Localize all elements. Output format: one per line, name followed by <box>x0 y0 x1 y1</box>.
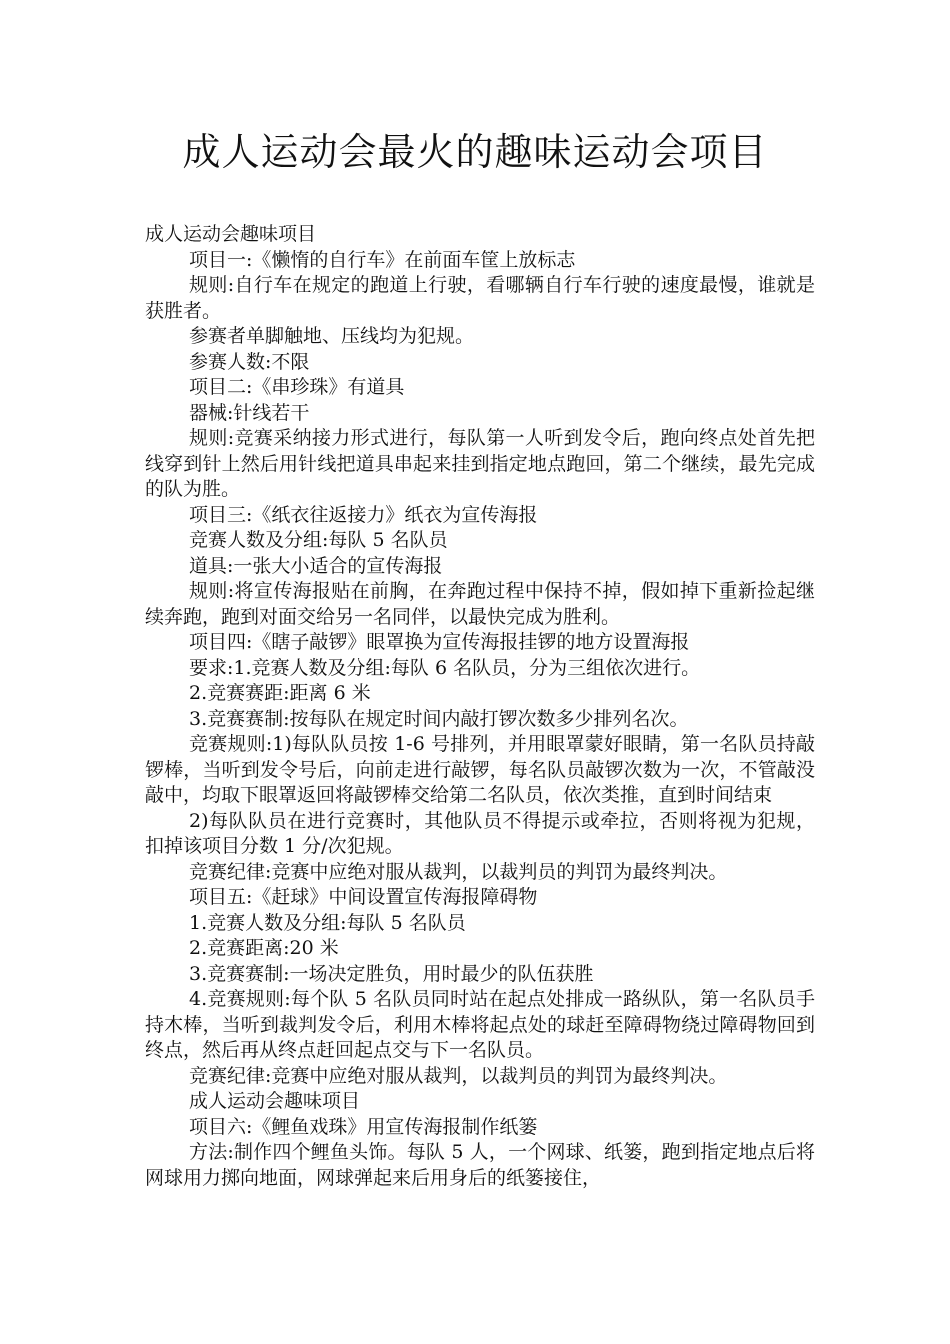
paragraph: 规则:将宣传海报贴在前胸，在奔跑过程中保持不掉，假如掉下重新捡起继续奔跑，跑到对面交给另一名同伴，以最快完成为胜利。 <box>145 580 815 628</box>
paragraph: 竞赛人数及分组:每队 5 名队员 <box>189 529 448 551</box>
page-title: 成人运动会最火的趣味运动会项目 <box>182 130 768 174</box>
paragraph: 项目六:《鲤鱼戏珠》用宣传海报制作纸篓 <box>189 1115 538 1138</box>
paragraph: 要求:1.竞赛人数及分组:每队 6 名队员，分为三组依次进行。 <box>189 656 701 679</box>
paragraph: 4.竞赛规则:每个队 5 名队员同时站在起点处排成一路纵队，第一名队员手持木棒，当听到裁判发令后，利用木棒将起点处的球赶至障碍物绕过障碍物回到终点，然后再从终点赶回起点交与下一名队员。 <box>145 988 815 1061</box>
paragraph: 器械:针线若干 <box>189 401 310 424</box>
paragraph: 项目四:《瞎子敲锣》眼罩换为宣传海报挂锣的地方设置海报 <box>189 631 690 653</box>
paragraph: 3.竞赛赛制:按每队在规定时间内敲打锣次数多少排列名次。 <box>189 707 689 730</box>
paragraph: 成人运动会趣味项目 <box>189 1090 361 1112</box>
paragraph: 项目二:《串珍珠》有道具 <box>189 376 405 398</box>
paragraph: 1.竞赛人数及分组:每队 5 名队员 <box>189 911 466 934</box>
paragraph: 方法:制作四个鲤鱼头饰。每队 5 人，一个网球、纸篓，跑到指定地点后将网球用力掷向地面，网球弹起来后用身后的纸篓接住， <box>145 1141 815 1189</box>
paragraph: 规则:竞赛采纳接力形式进行，每队第一人听到发令后，跑向终点处首先把线穿到针上然后用针线把道具串起来挂到指定地点跑回，第二个继续，最先完成的队为胜。 <box>145 427 815 500</box>
paragraph: 规则:自行车在规定的跑道上行驶，看哪辆自行车行驶的速度最慢，谁就是获胜者。 <box>145 274 815 322</box>
document-body <box>145 222 815 1191</box>
paragraph: 2.竞赛赛距:距离 6 米 <box>189 682 371 704</box>
paragraph: 参赛人数:不限 <box>189 350 310 373</box>
paragraph: 成人运动会趣味项目 <box>145 223 317 245</box>
paragraph: 竞赛纪律:竞赛中应绝对服从裁判，以裁判员的判罚为最终判决。 <box>189 860 728 883</box>
paragraph: 2.竞赛距离:20 米 <box>189 937 339 959</box>
paragraph: 项目三:《纸衣往返接力》纸衣为宣传海报 <box>189 503 538 526</box>
paragraph: 3.竞赛赛制:一场决定胜负，用时最少的队伍获胜 <box>189 962 594 985</box>
paragraph: 项目一:《懒惰的自行车》在前面车筐上放标志 <box>189 248 576 271</box>
paragraph: 竞赛规则:1)每队队员按 1-6 号排列，并用眼罩蒙好眼睛，第一名队员持敲锣棒，当听到发令号后，向前走进行敲锣，每名队员敲锣次数为一次，不管敲没敲中，均取下眼罩返回将敲锣棒交给第二名队员，依次类推，直到时间结束 <box>145 733 815 806</box>
paragraph: 2)每队队员在进行竞赛时，其他队员不得提示或牵拉，否则将视为犯规，扣掉该项目分数 1 分/次犯规。 <box>145 809 815 857</box>
paragraph: 参赛者单脚触地、压线均为犯规。 <box>189 325 475 347</box>
paragraph: 项目五:《赶球》中间设置宣传海报障碍物 <box>189 886 538 908</box>
paragraph: 竞赛纪律:竞赛中应绝对服从裁判，以裁判员的判罚为最终判决。 <box>189 1064 728 1087</box>
paragraph: 道具:一张大小适合的宣传海报 <box>189 554 443 577</box>
